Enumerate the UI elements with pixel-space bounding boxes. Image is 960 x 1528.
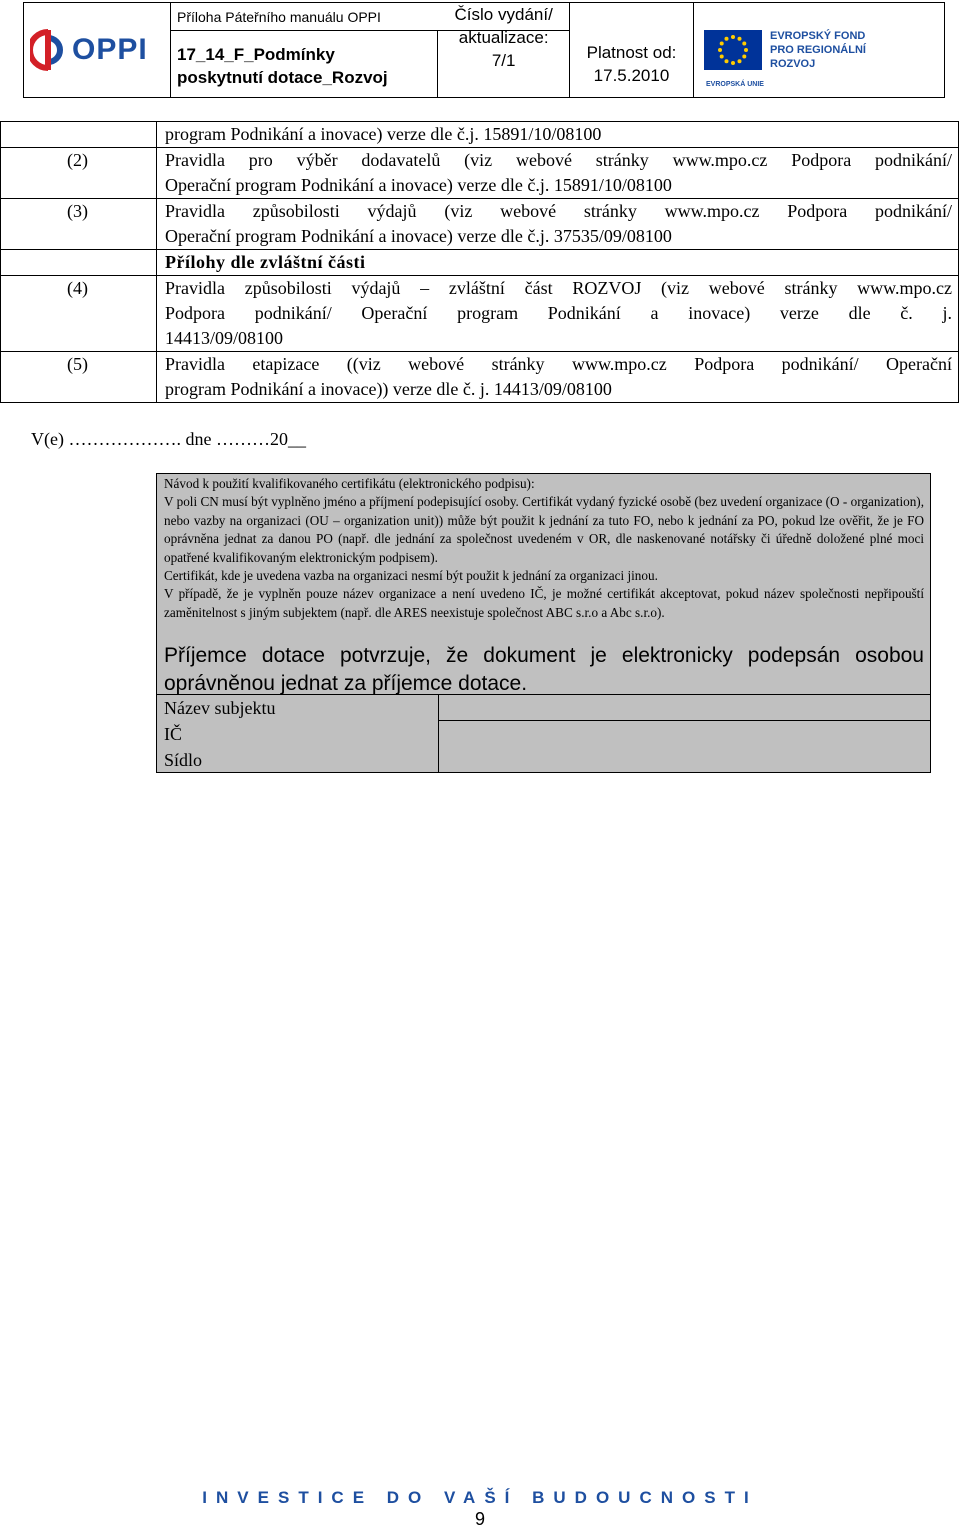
annex-heading: Přílohy dle zvláštní části (165, 252, 366, 272)
footer-slogan: INVESTICE DO VAŠÍ BUDOUCNOSTI (202, 1488, 758, 1507)
issue-info (438, 3, 569, 98)
declaration-line: oprávněnou jednat za příjemce dotace. (164, 672, 528, 695)
validity-label: Platnost od: (586, 43, 677, 62)
eu-caption: EVROPSKÁ UNIE (706, 81, 764, 88)
eu-fund-line2: PRO REGIONÁLNÍ (770, 44, 866, 56)
instructions-paragraph: V poli CN musí být vyplněno jméno a příjmení podepisující osoby. Certifikát vydaný fyzické osobě (bez uvedení organizace (O - organization), nebo vazby na organizaci (OU – organization unit)) může být použit k jednání za tuto FO, nebo k jednání za PO, pokud lze ověřit, že je FO oprávněna jednat za danou PO (např. dle jednání za společnost uvedeném v OR, dle naskenované notářsky či úředně doložené plné moci opatřené kvalifikovaným elektronickým podpisem). (164, 494, 924, 565)
rule-line: Pravidla způsobilosti výdajů (viz webové stránky www.mpo.cz Podpora podnikání/ (165, 201, 952, 221)
rules-row (1, 122, 958, 148)
header-document-info (171, 3, 570, 97)
rule-line: Pravidla pro výběr dodavatelů (viz webové stránky www.mpo.cz Podpora podnikání/ (165, 150, 952, 170)
signature-declaration (164, 642, 924, 698)
rule-line: Pravidla způsobilosti výdajů – zvláštní část ROZVOJ (viz webové stránky www.mpo.cz (165, 278, 952, 298)
rule-number (1, 122, 157, 147)
seat-field[interactable] (439, 747, 930, 773)
subject-name-field[interactable] (439, 695, 930, 721)
validity-value: 17.5.2010 (593, 66, 670, 85)
rule-number: (3) (1, 199, 157, 249)
rules-row (1, 352, 958, 402)
validity-info (570, 3, 694, 97)
rule-text (157, 122, 958, 147)
manual-title: Příloha Páteřního manuálu OPPI (171, 3, 569, 31)
oppi-logo-text: OPPI (72, 33, 148, 66)
rule-line: Operační program Podnikání a inovace) verze dle č.j. 37535/09/08100 (165, 226, 672, 246)
rules-row (1, 199, 958, 250)
rule-line: 14413/09/08100 (165, 328, 284, 348)
rules-table (0, 121, 959, 403)
eu-logo-cell (694, 3, 944, 97)
document-header (23, 2, 945, 98)
rule-line: Operační program Podnikání a inovace) verze dle č.j. 15891/10/08100 (165, 175, 672, 195)
rules-row (1, 276, 958, 352)
issue-label-line2: aktualizace: (458, 28, 549, 47)
issue-value: 7/1 (491, 51, 516, 70)
rule-number (1, 250, 157, 275)
instructions-paragraph: Certifikát, kde je uvedena vazba na organizaci nesmí být použit k jednání za organizaci jinou. (164, 568, 658, 584)
field-row (157, 721, 930, 747)
rule-text (157, 199, 958, 249)
rule-number: (2) (1, 148, 157, 198)
eu-flag-icon (704, 30, 762, 70)
field-label-subject-name: Název subjektu (157, 695, 439, 721)
eu-fund-line3: ROZVOJ (770, 58, 816, 70)
recipient-fields-table (157, 694, 930, 773)
document-name (171, 31, 438, 98)
rule-line: Podpora podnikání/ Operační program Podnikání a inovace) verze dle č. j. (165, 303, 952, 323)
oppi-logo (30, 28, 148, 72)
instructions-title: Návod k použití kvalifikovaného certifikátu (elektronického podpisu): (164, 476, 535, 491)
field-label-ic: IČ (157, 721, 439, 747)
place-date-line: V(e) ………………. dne ………20__ (31, 429, 306, 449)
rules-row (1, 250, 958, 276)
rule-line: Pravidla etapizace ((viz webové stránky www.mpo.cz Podpora podnikání/ Operační (165, 354, 952, 374)
signature-instructions-box (156, 473, 931, 773)
eu-fund-name (770, 29, 866, 71)
declaration-line: Příjemce dotace potvrzuje, že dokument je elektronicky podepsán osobou (164, 644, 924, 667)
issue-label-line1: Číslo vydání/ (454, 5, 553, 24)
rule-number: (5) (1, 352, 157, 402)
eu-fund-line1: EVROPSKÝ FOND (770, 30, 866, 42)
document-name-line1: 17_14_F_Podmínky (177, 45, 335, 64)
rule-line: program Podnikání a inovace) verze dle č.j. 15891/10/08100 (165, 124, 602, 144)
field-row (157, 747, 930, 773)
rule-text (157, 352, 958, 402)
rule-line: program Podnikání a inovace)) verze dle č. j. 14413/09/08100 (165, 379, 612, 399)
document-name-line2: poskytnutí dotace_Rozvoj (177, 68, 388, 87)
field-label-seat: Sídlo (157, 747, 439, 773)
instructions-paragraph: V případě, že je vyplněn pouze název organizace a není uvedeno IČ, je možné certifikát akceptovat, pokud název společnosti nepřipouští zaměnitelnost s jiným subjektem (např. dle ARES neexistuje společnost ABC s.r.o a Abc s.r.o). (164, 586, 924, 620)
rule-number: (4) (1, 276, 157, 351)
field-row (157, 695, 930, 721)
rule-text (157, 276, 958, 351)
page-number: 9 (474, 1509, 485, 1528)
ic-field[interactable] (439, 721, 930, 747)
oppi-logo-cell (24, 3, 171, 97)
rules-row (1, 148, 958, 199)
oppi-emblem-icon (30, 28, 66, 72)
rule-text (157, 148, 958, 198)
certificate-instructions (164, 474, 924, 622)
